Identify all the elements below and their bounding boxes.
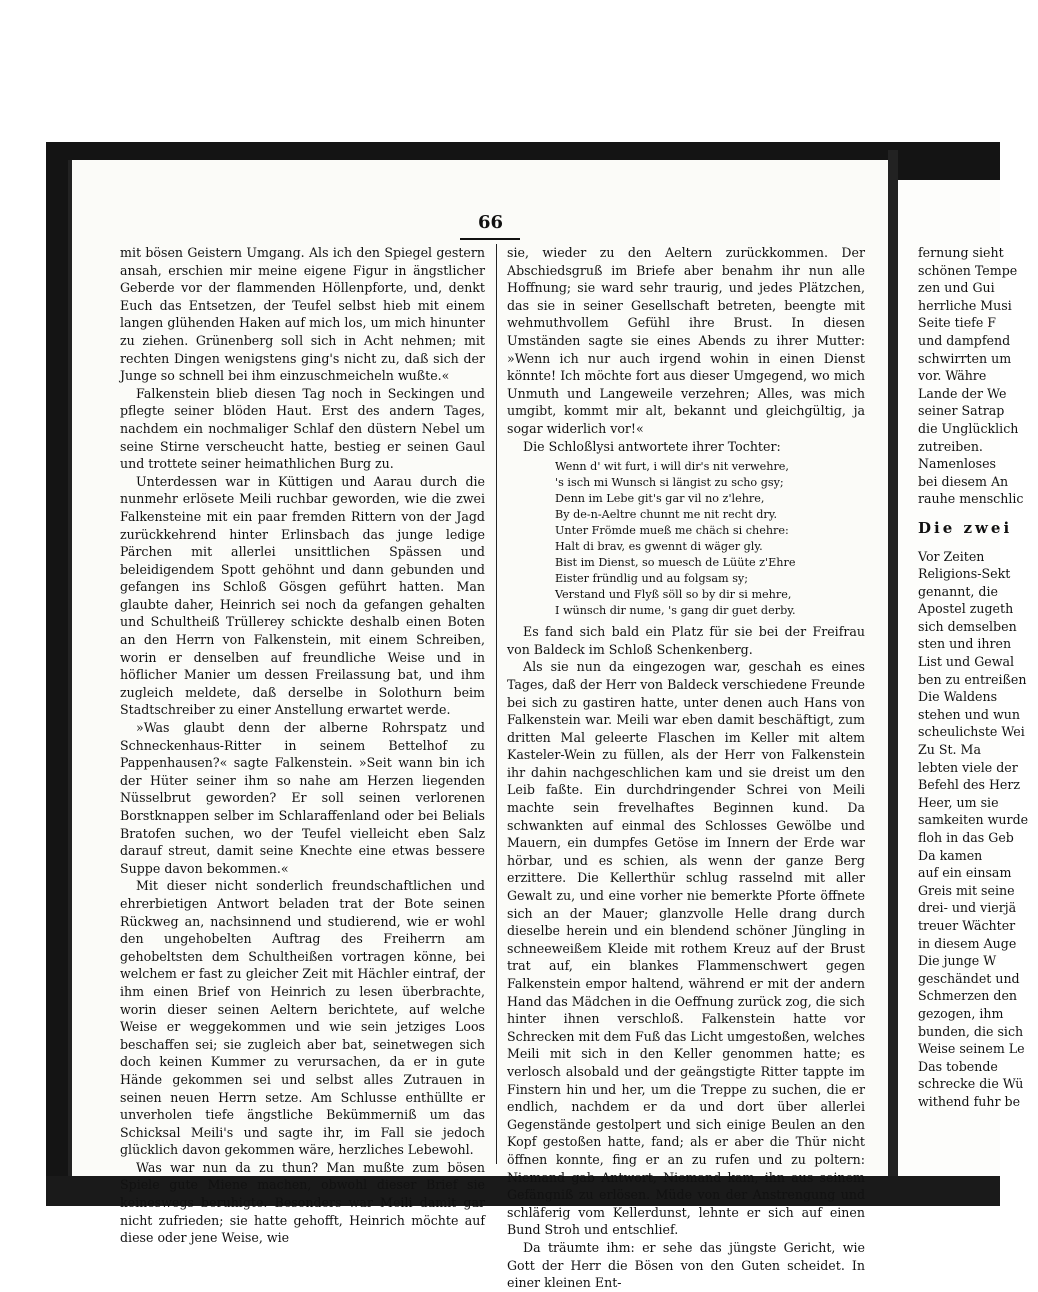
paragraph: mit bösen Geistern Umgang. Als ich den Spiegel gestern ansah, erschien mir meine eigene Figur in ängstlicher Geberde vor der flammenden Höllenpforte, und, denkt Euch das Entsetzen, der Teufel selbst hieb mit einem langen glühenden Haken auf mich los, um mich hinunter zu ziehen. Grünenberg soll sich in Acht nehmen; mit rechten Dingen wenigstens ging's nicht zu, daß sich der Junge so schnell bei ihm einzuschmeicheln wußte.«: [120, 245, 485, 384]
paragraph: Was war nun da zu thun? Man mußte zum bösen Spiele gute Miene machen, obwohl dieser Brief sie keineswegs beruhigte. Besonders war Meili damit gar nicht zufrieden; sie hatte gehofft, Heinrich möchte auf diese oder jene Weise, wie: [120, 1159, 485, 1246]
facing-line: samkeiten wurde: [918, 812, 1029, 828]
facing-line: Heer, um sie: [918, 794, 999, 810]
facing-line: und dampfend: [918, 332, 1011, 348]
paragraph: Falkenstein blieb diesen Tag noch in Seckingen und pflegte seiner blöden Haut. Erst des andern Tages, nachdem ein nochmaliger Schlaf den düstern Nebel um seine Stirne verscheucht hatte, bestieg er seinen Gaul und trottete seiner heimathlichen Burg zu.: [120, 385, 485, 472]
facing-line: Greis mit seine: [918, 882, 1015, 898]
facing-line: genannt, die: [918, 583, 998, 599]
poem-line: Denn im Lebe git's gar vil no z'lehre,: [555, 492, 765, 506]
header-rule: [460, 238, 520, 240]
poem-line: 's isch mi Wunsch si längist zu scho gsy;: [555, 476, 784, 490]
poem-line: Verstand und Flyß söll so by dir si mehre,: [555, 588, 792, 602]
dialect-poem: [555, 459, 865, 619]
facing-line: gezogen, ihm: [918, 1005, 1004, 1021]
facing-line: Da kamen: [918, 847, 983, 863]
facing-chapter-heading: Die zwei: [918, 518, 1013, 537]
page-number: 66: [478, 212, 504, 233]
facing-line: Lande der We: [918, 385, 1007, 401]
facing-line: auf ein einsam: [918, 865, 1012, 881]
paragraph: Da träumte ihm: er sehe das jüngste Gericht, wie Gott der Herr die Bösen von den Guten scheidet. In einer kleinen Ent-: [507, 1239, 865, 1291]
poem-line: Unter Frömde mueß me chäch si chehre:: [555, 524, 789, 538]
facing-line: lebten viele der: [918, 759, 1018, 775]
paragraph: sie, wieder zu den Aeltern zurückkommen. Der Abschiedsgruß im Briefe aber benahm ihr nun alle Hoffnung; sie ward sehr traurig, und jedes Plätzchen, das sie in seiner Gesellschaft betreten, beengte mit wehmuthvollem Gefühl ihre Brust. In diesen Umständen sagte sie eines Abends zu ihrer Mutter: »Wenn ich nur auch irgend wohin in einen Dienst könnte! Ich möchte fort aus dieser Umgegend, wo mich Unmuth und Langeweile verzehren; Alles, was mich umgibt, kommt mir alt, bekannt und gleichgültig, ja sogar widerlich vor!«: [507, 245, 865, 436]
paragraph: Es fand sich bald ein Platz für sie bei der Freifrau von Baldeck im Schloß Schenkenberg.: [507, 624, 865, 657]
book-gutter: [888, 150, 898, 1190]
facing-line: Apostel zugeth: [918, 601, 1014, 617]
facing-line: stehen und wun: [918, 706, 1020, 722]
middle-text-before-poem: [507, 244, 865, 455]
facing-line: scheulichste Wei: [918, 724, 1025, 740]
poem-line: Eister fründlig und au folgsam sy;: [555, 572, 749, 586]
facing-line: rauhe menschlic: [918, 491, 1024, 507]
scan-border-left: [46, 142, 68, 1200]
facing-line: schönen Tempe: [918, 262, 1018, 278]
facing-line: schrecke die Wü: [918, 1076, 1024, 1092]
facing-line: List und Gewal: [918, 654, 1015, 670]
paragraph: Mit dieser nicht sonderlich freundschaftlichen und ehrerbietigen Antwort beladen trat der Bote seinen Rückweg an, nachsinnend und studierend, wie er wohl den ungehobelten Auftrag des Freiherrn am gehobeltsten dem Schultheißen vortragen könne, bei welchem er fast zu gleicher Zeit mit Hächler eintraf, der ihm einen Brief von Heinrich zu lesen überbrachte, worin dieser seinen Aeltern berichtete, auf welche Weise er weggekommen und wie sein jetziges Loos beschaffen sei; sie zugleich aber bat, seinetwegen sich doch keinen Kummer zu verursachen, da er in gute Hände gekommen sei und selbst alles Zutrauen in seinen neuen Herrn setze. Am Schlusse enthüllte er unverholen tiefe ängstliche Bekümmerniß um das Schicksal Meili's und sagte ihr, im Fall sie jedoch glücklich davon gekommen wäre, herzliches Lebewohl.: [120, 878, 485, 1158]
facing-line: schwirrten um: [918, 350, 1012, 366]
poem-line: Wenn d' wit furt, i will dir's nit verwehre,: [555, 460, 789, 474]
facing-line: Vor Zeiten: [918, 548, 985, 564]
facing-line: seiner Satrap: [918, 403, 1005, 419]
poem-line: I wünsch dir nume, 's gang dir guet derby.: [555, 604, 796, 618]
paragraph: »Was glaubt denn der alberne Rohrspatz und Schneckenhaus-Ritter in seinem Bettelhof zu Pappenhausen?« sagte Falkenstein. »Seit wann bin ich der Hüter seiner ihm so nahe am Herzen liegenden Nüsselbrut geworden? Er soll seinen verlorenen Borstknappen selber im Schlaraffenland oder bei Belials Bratofen suchen, wo der Teufel vielleicht eben Salz darauf streut, damit seine Knechte eine etwas bessere Suppe davon bekommen.«: [120, 720, 485, 876]
middle-column: [507, 244, 865, 1292]
facing-line: ben zu entreißen: [918, 671, 1027, 687]
facing-line: geschändet und: [918, 970, 1020, 986]
facing-line: zutreiben.: [918, 438, 983, 454]
poem-line: Bist im Dienst, so muesch de Lüüte z'Ehre: [555, 556, 796, 570]
facing-line: Die junge W: [918, 953, 997, 969]
paragraph: Die Schloßlysi antwortete ihrer Tochter:: [523, 438, 781, 454]
facing-line: Zu St. Ma: [918, 742, 981, 758]
facing-line: drei- und vierjä: [918, 900, 1017, 916]
facing-line: Befehl des Herz: [918, 777, 1021, 793]
facing-line: Weise seinem Le: [918, 1041, 1025, 1057]
facing-line: bei diesem An: [918, 473, 1009, 489]
poem-line: By de-n-Aeltre chunnt me nit recht dry.: [555, 508, 778, 522]
poem-line: Halt di brav, es gwennt di wäger gly.: [555, 540, 763, 554]
facing-line: withend fuhr be: [918, 1093, 1021, 1109]
facing-line: Religions-Sekt: [918, 566, 1011, 582]
facing-line: sten und ihren: [918, 636, 1012, 652]
middle-text-after-poem: [507, 623, 865, 1292]
facing-line: Namenloses: [918, 456, 997, 472]
facing-line: Das tobende: [918, 1058, 998, 1074]
left-column: [120, 244, 485, 1247]
facing-line: herrliche Musi: [918, 297, 1012, 313]
facing-line: Die Waldens: [918, 689, 998, 705]
facing-line: treuer Wächter: [918, 917, 1016, 933]
facing-line: Schmerzen den: [918, 988, 1018, 1004]
facing-line: sich demselben: [918, 618, 1017, 634]
paragraph: Unterdessen war in Küttigen und Aarau durch die nunmehr erlösete Meili ruchbar geworden, wie die zwei Falkensteine mit ein paar fremden Rittern von der Jagd zurückkehrend hinter Erlinsbach das junge ledige Pärchen mit allerlei unsittlichen Spässen und beleidigendem Spott gehöhnt und dann gebunden und gefangen ins Schloß Gösgen geführt hatten. Man glaubte daher, Heinrich sei noch da gefangen gehalten und Schultheiß Trüllerey schickte deshalb einen Boten an den Herrn von Falkenstein, mit einem Schreiben, worin er denselben auf freundliche Weise und in höflicher Manier um dessen Freilassung bat, und ihm zugleich meldete, daß derselbe in Solothurn beim Stadtschreiber zu einer Anstellung erwartet werde.: [120, 473, 485, 718]
facing-line: in diesem Auge: [918, 935, 1017, 951]
facing-line: fernung sieht: [918, 245, 1004, 260]
facing-line: vor. Währe: [918, 368, 987, 384]
column-divider: [496, 244, 497, 1164]
facing-line: zen und Gui: [918, 280, 995, 296]
facing-line: die Unglücklich: [918, 420, 1019, 436]
paragraph: Als sie nun da eingezogen war, geschah es eines Tages, daß der Herr von Baldeck verschiedene Freunde bei sich zu gastiren hatte, unter denen auch Hans von Falkenstein war. Meili war eben damit beschäftigt, zum dritten Mal geleerte Flaschen im Keller mit altem Kasteler-Wein zu füllen, als der Herr von Falkenstein ihr dahin nachgeschlichen kam und sie dreist um den Leib faßte. Ein durchdringender Schrei von Meili machte sein frevelhaftes Beginnen kund. Da schwankten auf einmal des Schlosses Gewölbe und Mauern, ein dumpfes Getöse im Innern der Erde war hörbar, und es schien, als wenn der ganze Berg erzittere. Die Kellerthür schlug rasselnd mit aller Gewalt zu, und eine vorher nie bemerkte Pforte öffnete sich an der Mauer; glanzvolle Helle drang durch dieselbe herein und ein blendend schöner Jüngling in schneeweißem Kleide mit rothem Kreuz auf der Brust trat auf, ein blankes Flammenschwert gegen Falkenstein empor haltend, während er mit der andern Hand das Mädchen in die Oeffnung zurück zog, die sich hinter ihnen verschloß. Falkenstein hatte vor Schrecken mit dem Fuß das Licht umgestoßen, welches Meili mit sich in den Keller genommen hatte; es verlosch alsobald und der geängstigte Ritter tappte im Finstern hin und her, um die Treppe zu suchen, die er endlich, nachdem er da und dort über allerlei Gegenstände gestolpert und sich einige Beulen an den Kopf gestoßen hatte, fand; als er aber die Thür nicht öffnen konnte, fing er an zu rufen und zu poltern: Niemand gab Antwort, Niemand kam, ihn aus seinem Gefängniß zu erlösen. Müde von der Anstrengung und schläferig vom Kellerdunst, lehnte er sich auf einen Bund Stroh und entschlief.: [507, 659, 865, 1238]
facing-line: Seite tiefe F: [918, 315, 997, 331]
facing-line: floh in das Geb: [918, 830, 1014, 845]
facing-line: bunden, die sich: [918, 1023, 1024, 1039]
facing-page-column-fragment: [918, 244, 1038, 1111]
